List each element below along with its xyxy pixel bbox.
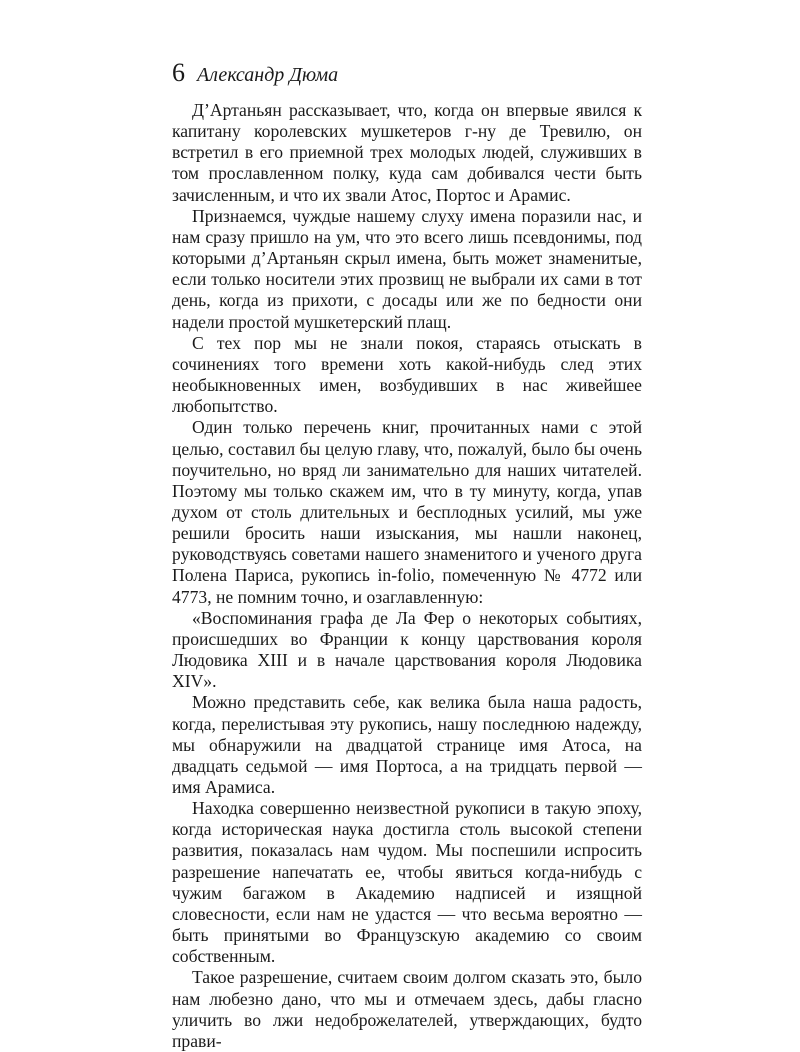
running-title: Александр Дюма <box>197 64 339 86</box>
body-text <box>172 100 642 1052</box>
paragraph: Признаемся, чуждые нашему слуху имена поразили нас, и нам сразу пришло на ум, что это всего лишь псевдонимы, под которыми д’Артаньян скрыл имена, быть может знаменитые, если только носители этих прозвищ не выбрали их сами в тот день, когда из прихоти, с досады или же по бедности они надели простой мушкетерский плащ. <box>172 205 642 332</box>
page-number: 6 <box>172 58 185 87</box>
paragraph: Один только перечень книг, прочитанных нами с этой целью, составил бы целую главу, что, пожалуй, было бы очень поучительно, но вряд ли занимательно для наших читателей. Поэтому мы только скажем им, что в ту минуту, когда, упав духом от столь длительных и бесплодных усилий, мы уже решили бросить наши изыскания, мы нашли наконец, руководствуясь советами нашего знаменитого и ученого друга Полена Париса, рукопись in-folio, помеченную № 4772 или 4773, не помним точно, и озаглавленную: <box>172 417 642 607</box>
paragraph: Можно представить себе, как велика была наша радость, когда, перелистывая эту рукопись, нашу последнюю надежду, мы обнаружили на двадцатой странице имя Атоса, на двадцать седьмой — имя Портоса, а на тридцать первой — имя Арамиса. <box>172 692 642 797</box>
paragraph: Д’Артаньян рассказывает, что, когда он впервые явился к капитану королевских мушкетеров г-ну де Тревилю, он встретил в его приемной трех молодых людей, служивших в том прославленном полку, куда сам добивался чести быть зачисленным, и что их звали Атос, Портос и Арамис. <box>172 100 642 205</box>
paragraph: С тех пор мы не знали покоя, стараясь отыскать в сочинениях того времени хоть какой-нибудь след этих необыкновенных имен, возбудивших в нас живейшее любопытство. <box>172 332 642 417</box>
page-header <box>172 58 338 88</box>
paragraph: Находка совершенно неизвестной рукописи в такую эпоху, когда историческая наука достигла столь высокой степени развития, показалась нам чудом. Мы поспешили испросить разрешение напечатать ее, чтобы явиться когда-нибудь с чужим багажом в Академию надписей и изящной словесности, если нам не удастся — что весьма вероятно — быть принятыми во Французскую академию со своим собственным. <box>172 798 642 967</box>
paragraph: Такое разрешение, считаем своим долгом сказать это, было нам любезно дано, что мы и отмечаем здесь, дабы гласно уличить во лжи недоброжелателей, утверждающих, будто прави- <box>172 967 642 1051</box>
paragraph: «Воспоминания графа де Ла Фер о некоторых событиях, происшедших во Франции к концу царствования короля Людовика XIII и в начале царствования короля Людовика XIV». <box>172 607 642 692</box>
